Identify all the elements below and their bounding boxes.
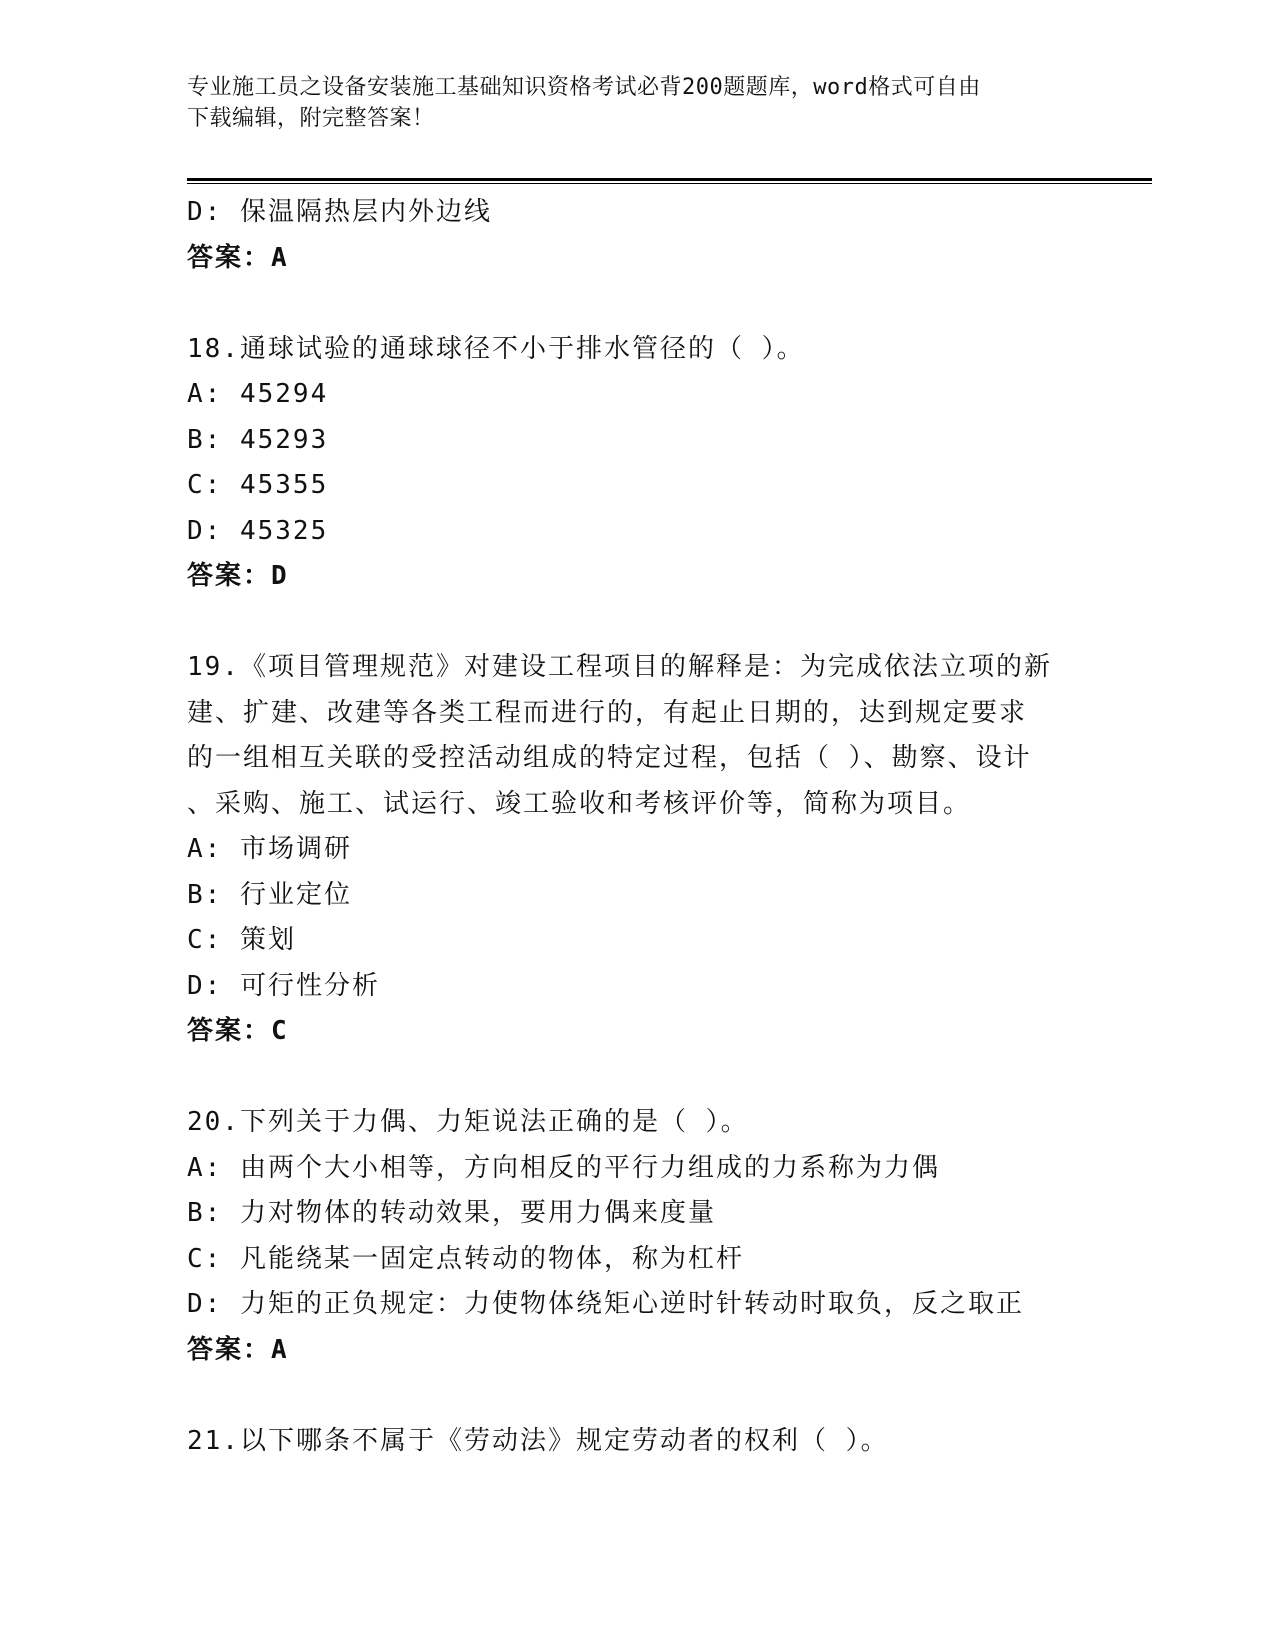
option-d: D: 力矩的正负规定：力使物体绕矩心逆时针转动时取负，反之取正 xyxy=(187,1289,1024,1319)
option-a: A: 由两个大小相等，方向相反的平行力组成的力系称为力偶 xyxy=(187,1152,940,1183)
question-text: 20.下列关于力偶、力矩说法正确的是（ ）。 xyxy=(187,1107,749,1137)
prev-question-tail xyxy=(187,190,1147,281)
question-text-line-4: 、采购、施工、试运行、竣工验收和考核评价等，简称为项目。 xyxy=(187,788,972,819)
option-c: C: 凡能绕某一固定点转动的物体，称为杠杆 xyxy=(187,1243,744,1274)
header-title-line-2: 下载编辑，附完整答案！ xyxy=(187,106,435,131)
header-divider-thick xyxy=(187,178,1152,181)
option-c: C: 策划 xyxy=(187,925,296,955)
spacer xyxy=(187,1055,1147,1101)
answer-line: 答案：C xyxy=(187,1016,289,1046)
question-text: 18.通球试验的通球球径不小于排水管径的（ ）。 xyxy=(187,333,805,364)
question-20 xyxy=(187,1100,1147,1373)
header-divider-thin xyxy=(187,183,1152,184)
option-a: A: 市场调研 xyxy=(187,834,352,864)
document-header xyxy=(187,72,1077,134)
question-19 xyxy=(187,645,1147,1055)
question-list xyxy=(187,190,1147,1464)
answer-line: 答案：A xyxy=(187,1334,289,1365)
question-text-line-3: 的一组相互关联的受控活动组成的特定过程，包括（ ）、勘察、设计 xyxy=(187,743,1032,773)
question-text: 21.以下哪条不属于《劳动法》规定劳动者的权利（ ）。 xyxy=(187,1425,889,1456)
option-b: B: 力对物体的转动效果，要用力偶来度量 xyxy=(187,1198,716,1228)
spacer xyxy=(187,600,1147,646)
option-b: B: 45293 xyxy=(187,424,329,455)
option-b: B: 行业定位 xyxy=(187,879,352,910)
header-title-line-1: 专业施工员之设备安装施工基础知识资格考试必背200题题库，word格式可自由 xyxy=(187,75,981,100)
spacer xyxy=(187,1373,1147,1419)
question-text-line-2: 建、扩建、改建等各类工程而进行的，有起止日期的，达到规定要求 xyxy=(187,697,1028,728)
option-d: D: 45325 xyxy=(187,515,329,546)
question-18 xyxy=(187,327,1147,600)
answer-line: 答案：A xyxy=(187,242,289,273)
option-d: D: 可行性分析 xyxy=(187,970,380,1001)
question-text-line-1: 19.《项目管理规范》对建设工程项目的解释是：为完成依法立项的新 xyxy=(187,652,1052,682)
option-c: C: 45355 xyxy=(187,470,329,500)
answer-line: 答案：D xyxy=(187,561,289,591)
spacer xyxy=(187,281,1147,327)
option-d: D: 保温隔热层内外边线 xyxy=(187,197,492,227)
question-21 xyxy=(187,1419,1147,1465)
option-a: A: 45294 xyxy=(187,379,329,409)
